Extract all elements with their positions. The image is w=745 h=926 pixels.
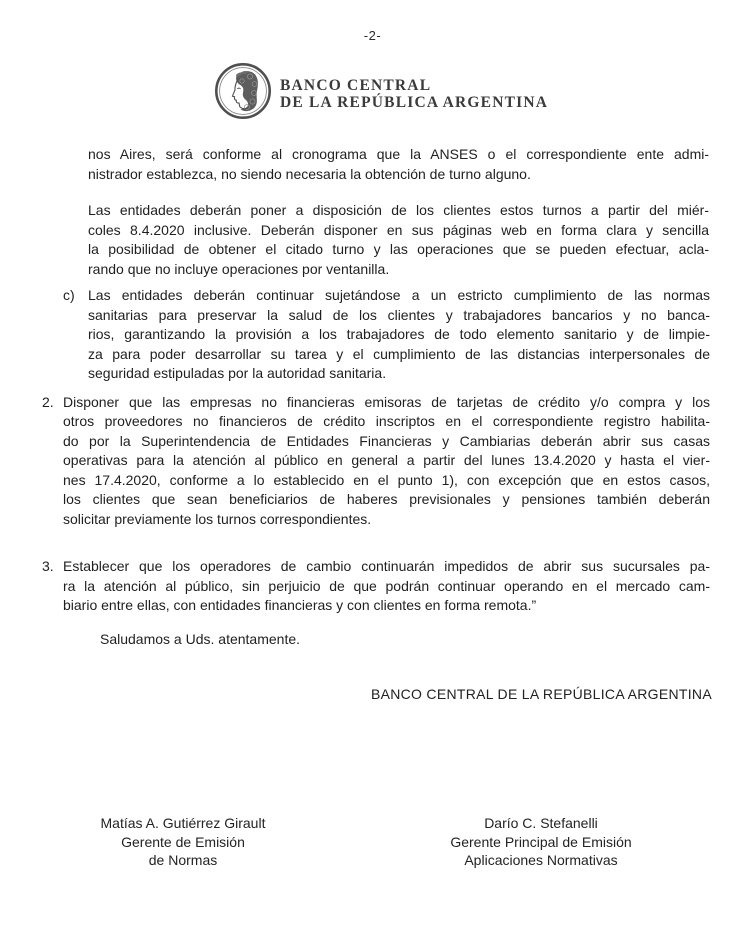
list-item-marker: 3. [42,558,54,574]
text-line: Establecer que los operadores de cambio continuarán impedidos de abrir sus sucursales pa- [63,558,710,574]
paragraph-lines [88,286,710,384]
bank-name-line2: DE LA REPÚBLICA ARGENTINA [280,94,549,111]
paragraph [88,201,709,279]
paragraph-lines [63,557,710,616]
text-line: solicitar previamente los turnos correspondientes. [63,510,372,527]
text-line: za para poder desarrollar su tarea y el cumplimiento de las distancias interpersonales de [88,345,710,362]
text-line: nistrador establezca, no siendo necesaria la obtención de turno alguno. [88,165,531,182]
signer-title-line1: Gerente Principal de Emisión [450,833,632,850]
signer-title-line2: Aplicaciones Normativas [464,852,618,868]
bank-name [280,77,548,112]
text-line: do por la Superintendencia de Entidades Financieras y Cambiarias deberán abrir sus casas [63,432,710,449]
bank-name-line1: BANCO CENTRAL [280,76,432,94]
text-line: Disponer que las empresas no financieras emisoras de tarjetas de crédito y/o compra y los [63,393,710,410]
signer-name: Darío C. Stefanelli [484,815,598,831]
signer-title-line2: de Normas [148,852,218,868]
list-item [42,557,710,616]
text-line: operativas para la atención al público en general a partir del lunes 13.4.2020 y hasta el vier- [63,452,710,468]
organization-signature: BANCO CENTRAL DE LA REPÚBLICA ARGENTINA [370,686,712,702]
text-line: los clientes que sean beneficiarios de haberes previsionales y pensiones también deberán [63,491,710,507]
text-line: otros proveedores no financieros de crédito inscriptos en el correspondiente registro habilita- [63,413,710,429]
paragraph-lines [88,145,709,184]
text-line: nos Aires, será conforme al cronograma que la ANSES o el correspondiente ente admi- [88,146,709,162]
text-line: nes 17.4.2020, conforme a lo establecido en el punto 1), con excepción que en estos casos, [63,471,710,488]
paragraph-lines [88,201,709,279]
text-line: coles 8.4.2020 inclusive. Deberán disponer en sus páginas web en forma clara y sencilla [88,221,709,238]
text-line: rando que no incluye operaciones por ventanilla. [88,260,390,277]
text-line: la posibilidad de obtener el citado turno y las operaciones que se pueden efectuar, acla- [88,241,709,257]
signature-block [0,814,745,870]
signature-left [53,814,313,870]
text-line: Las entidades deberán poner a disposición de los clientes estos turnos a partir del miér- [88,202,709,218]
signer-name: Matías A. Gutiérrez Girault [100,815,266,831]
paragraph-lines [63,393,710,530]
text-line: sanitarias para preservar la salud de los clientes y trabajadores bancarios y no banca- [88,306,710,323]
text-line: rios, garantizando la provisión a los trabajadores de todo elemento sanitario y de limpie- [88,326,710,342]
body-paragraphs [0,145,745,616]
letterhead [214,61,745,121]
text-line: ra la atención al público, sin perjuicio de que podrán continuar operando en el mercado cam- [63,577,710,594]
closing-salutation: Saludamos a Uds. atentamente. [100,630,301,647]
page-number: -2- [363,28,382,43]
list-item-marker: 2. [42,393,54,410]
text-line: seguridad estipuladas por la autoridad sanitaria. [88,365,387,381]
list-item-marker: c) [63,287,75,303]
list-item [63,286,710,384]
text-line: Las entidades deberán continuar sujetándose a un estricto cumplimiento de las normas [88,287,710,303]
text-line: biario entre ellas, con entidades financieras y con clientes en forma remota.” [63,597,537,613]
paragraph [88,145,709,184]
list-item [42,393,710,530]
bcra-medallion-logo-icon [214,62,272,120]
signer-title-line1: Gerente de Emisión [121,833,245,850]
signature-right [401,814,681,870]
